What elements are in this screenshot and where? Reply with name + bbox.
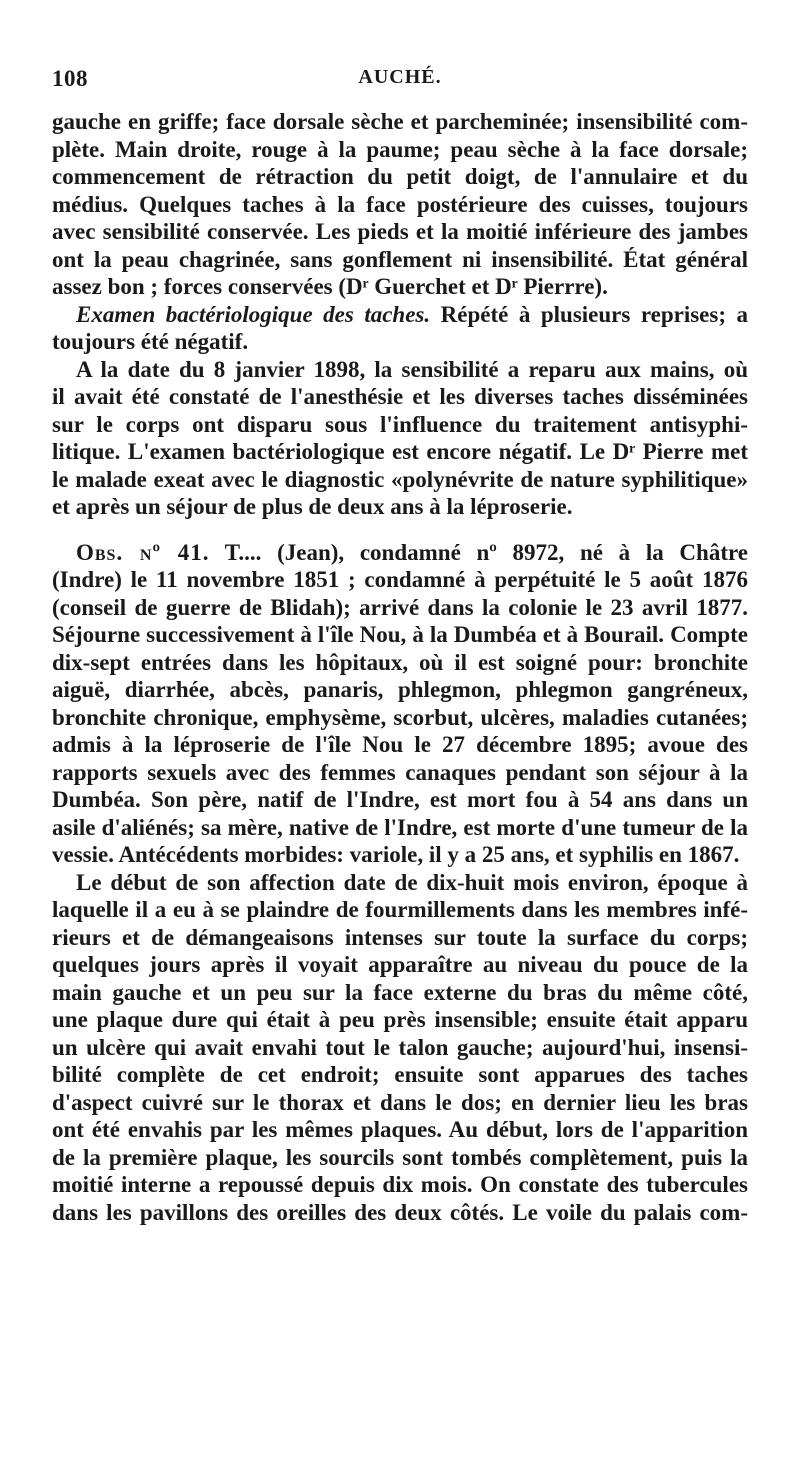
observation-label: Obs. nº 41. xyxy=(76,539,210,565)
text-run: Répété à plusieurs reprises; a xyxy=(430,301,748,327)
text-line: litique. L'examen bactériologique est encore négatif. Le Dʳ Pierre met xyxy=(52,439,748,464)
text-line: Dumbéa. Son père, natif de l'Indre, est mort fou à 54 ans dans un xyxy=(52,787,748,812)
text-line: asile d'aliénés; sa mère, native de l'Indre, est morte d'une tumeur de la xyxy=(52,814,748,840)
text-line: plète. Main droite, rouge à la paume; peau sèche à la face dorsale; xyxy=(52,136,748,162)
text-line: ont la peau chagrinée, sans gonflement ni insensibilité. État général xyxy=(52,246,748,272)
text-line: A la date du 8 janvier 1898, la sensibilité a reparu aux mains, où xyxy=(76,356,748,382)
text-line: toujours été négatif. xyxy=(52,329,249,354)
text-line: admis à la léproserie de l'île Nou le 27 décembre 1895; avoue des xyxy=(52,732,748,757)
text-line: laquelle il a eu à se plaindre de fourmillements dans les membres infé- xyxy=(52,897,748,922)
text-line: Séjourne successivement à l'île Nou, à la Dumbéa et à Bourail. Compte xyxy=(52,622,748,647)
running-head xyxy=(52,66,748,96)
text-line: avec sensibilité conservée. Les pieds et la moitié inférieure des jambes xyxy=(52,219,748,244)
text-line: sur le corps ont disparu sous l'influence du traitement antisyphi- xyxy=(52,411,748,437)
text-line: le malade exeat avec le diagnostic «polynévrite de nature syphilitique» xyxy=(52,466,748,492)
text-line: quelques jours après il voyait apparaître au niveau du pouce de la xyxy=(52,952,748,977)
page-number: 108 xyxy=(52,66,88,91)
text-run: T.... (Jean), condamné nº 8972, né à la Châtre xyxy=(209,539,748,565)
text-line: vessie. Antécédents morbides: variole, il y a 25 ans, et syphilis en 1867. xyxy=(52,842,740,867)
paragraph-3 xyxy=(52,356,748,521)
text-line: une plaque dure qui était à peu près insensible; ensuite était apparu xyxy=(52,1007,748,1032)
text-line: moitié interne a repoussé depuis dix mois. On constate des tubercules xyxy=(52,1172,748,1197)
text-line xyxy=(52,539,748,567)
text-line: dix-sept entrées dans les hôpitaux, où il est soigné pour: bronchite xyxy=(52,649,748,675)
text-line: ont été envahis par les mêmes plaques. Au début, lors de l'apparition xyxy=(52,1117,748,1142)
text-line: (conseil de guerre de Blidah); arrivé dans la colonie le 23 avril 1877. xyxy=(52,594,748,620)
section-gap xyxy=(52,521,748,539)
body-text xyxy=(52,108,748,1226)
text-line: commencement de rétraction du petit doigt, de l'annulaire et du xyxy=(52,164,748,189)
text-line xyxy=(52,301,748,329)
text-line: gauche en griffe; face dorsale sèche et parcheminée; insensibilité com- xyxy=(52,109,748,134)
text-line: médius. Quelques taches à la face postérieure des cuisses, toujours xyxy=(52,191,748,217)
text-line: de la première plaque, les sourcils sont tombés complètement, puis la xyxy=(52,1144,748,1170)
paragraph-5 xyxy=(52,869,748,1227)
text-line: rapports sexuels avec des femmes canaques pendant son séjour à la xyxy=(52,759,748,785)
text-line: et après un séjour de plus de deux ans à la léproserie. xyxy=(52,494,573,519)
paragraph-1 xyxy=(52,108,748,301)
text-line: assez bon ; forces conservées (Dʳ Guerchet et Dʳ Pierrre). xyxy=(52,274,608,299)
text-line: d'aspect cuivré sur le thorax et dans le dos; en dernier lieu les bras xyxy=(52,1089,748,1115)
italic-heading: Examen bactériologique des taches. xyxy=(76,301,431,327)
text-line: Le début de son affection date de dix-huit mois environ, époque à xyxy=(76,869,748,895)
text-line: bilité complète de cet endroit; ensuite sont apparues des taches xyxy=(52,1062,748,1087)
text-line: main gauche et un peu sur la face externe du bras du même côté, xyxy=(52,979,748,1005)
text-line: aiguë, diarrhée, abcès, panaris, phlegmon, phlegmon gangréneux, xyxy=(52,677,748,702)
text-line: bronchite chronique, emphysème, scorbut, ulcères, maladies cutanées; xyxy=(52,704,748,730)
text-line: un ulcère qui avait envahi tout le talon gauche; aujourd'hui, insensi- xyxy=(52,1034,748,1060)
running-title: AUCHÉ. xyxy=(358,66,442,88)
paragraph-observation-41 xyxy=(52,539,748,869)
text-line: dans les pavillons des oreilles des deux côtés. Le voile du palais com- xyxy=(52,1199,748,1225)
text-line: rieurs et de démangeaisons intenses sur toute la surface du corps; xyxy=(52,924,748,950)
text-line: (Indre) le 11 novembre 1851 ; condamné à perpétuité le 5 août 1876 xyxy=(52,567,748,592)
text-line: il avait été constaté de l'anesthésie et les diverses taches disséminées xyxy=(52,384,748,409)
paragraph-2 xyxy=(52,301,748,356)
